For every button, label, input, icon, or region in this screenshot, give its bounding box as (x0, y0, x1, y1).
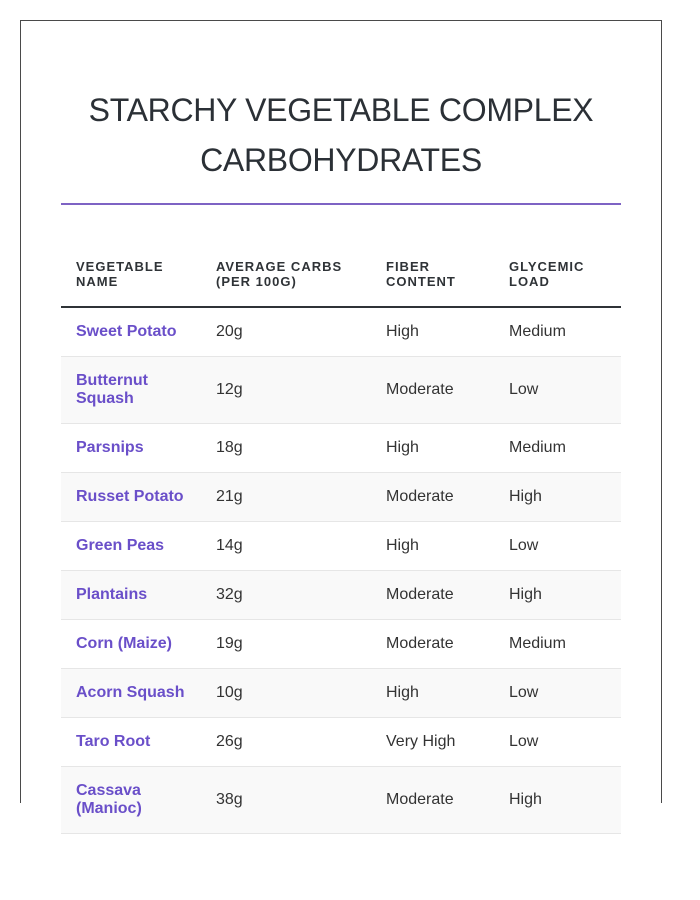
carbs-cell: 26g (201, 718, 371, 767)
carbs-cell: 21g (201, 473, 371, 522)
vegetable-name-cell: Taro Root (61, 718, 201, 767)
table-row (61, 669, 621, 718)
column-header-glycemic-load: GLYCEMIC LOAD (494, 245, 621, 307)
fiber-cell: Moderate (371, 571, 494, 620)
table-row (61, 307, 621, 357)
vegetable-name-cell: Sweet Potato (61, 307, 201, 357)
fiber-cell: Moderate (371, 357, 494, 424)
table-row (61, 357, 621, 424)
title-divider (61, 203, 621, 205)
glycemic-load-cell: Medium (494, 424, 621, 473)
table-header-row (61, 245, 621, 307)
fiber-cell: Very High (371, 718, 494, 767)
fiber-cell: Moderate (371, 473, 494, 522)
glycemic-load-cell: Medium (494, 620, 621, 669)
table-row (61, 473, 621, 522)
table-row (61, 718, 621, 767)
fiber-cell: High (371, 522, 494, 571)
table-row (61, 620, 621, 669)
fiber-cell: Moderate (371, 767, 494, 834)
glycemic-load-cell: Low (494, 669, 621, 718)
glycemic-load-cell: High (494, 571, 621, 620)
fiber-cell: Moderate (371, 620, 494, 669)
glycemic-load-cell: Medium (494, 307, 621, 357)
carbs-cell: 20g (201, 307, 371, 357)
glycemic-load-cell: Low (494, 522, 621, 571)
content-card (20, 20, 662, 817)
carbs-cell: 12g (201, 357, 371, 424)
table-row (61, 522, 621, 571)
vegetable-name-cell: Green Peas (61, 522, 201, 571)
carbohydrate-table (61, 245, 621, 834)
column-header-average-carbs: AVERAGE CARBS (PER 100G) (201, 245, 371, 307)
fiber-cell: High (371, 424, 494, 473)
column-header-vegetable-name: VEGETABLE NAME (61, 245, 201, 307)
carbs-cell: 14g (201, 522, 371, 571)
table-row (61, 424, 621, 473)
glycemic-load-cell: Low (494, 718, 621, 767)
carbs-cell: 10g (201, 669, 371, 718)
table-row (61, 767, 621, 834)
vegetable-name-cell: Russet Potato (61, 473, 201, 522)
vegetable-name-cell: Acorn Squash (61, 669, 201, 718)
table-row (61, 571, 621, 620)
vegetable-name-cell: Butternut Squash (61, 357, 201, 424)
carbs-cell: 38g (201, 767, 371, 834)
vegetable-name-cell: Corn (Maize) (61, 620, 201, 669)
vegetable-name-cell: Parsnips (61, 424, 201, 473)
column-header-fiber-content: FIBER CONTENT (371, 245, 494, 307)
fiber-cell: High (371, 307, 494, 357)
fiber-cell: High (371, 669, 494, 718)
vegetable-name-cell: Cassava (Manioc) (61, 767, 201, 834)
glycemic-load-cell: High (494, 767, 621, 834)
carbs-cell: 32g (201, 571, 371, 620)
glycemic-load-cell: Low (494, 357, 621, 424)
carbs-cell: 19g (201, 620, 371, 669)
carbs-cell: 18g (201, 424, 371, 473)
glycemic-load-cell: High (494, 473, 621, 522)
vegetable-name-cell: Plantains (61, 571, 201, 620)
page-title: STARCHY VEGETABLE COMPLEX CARBOHYDRATES (88, 92, 594, 178)
